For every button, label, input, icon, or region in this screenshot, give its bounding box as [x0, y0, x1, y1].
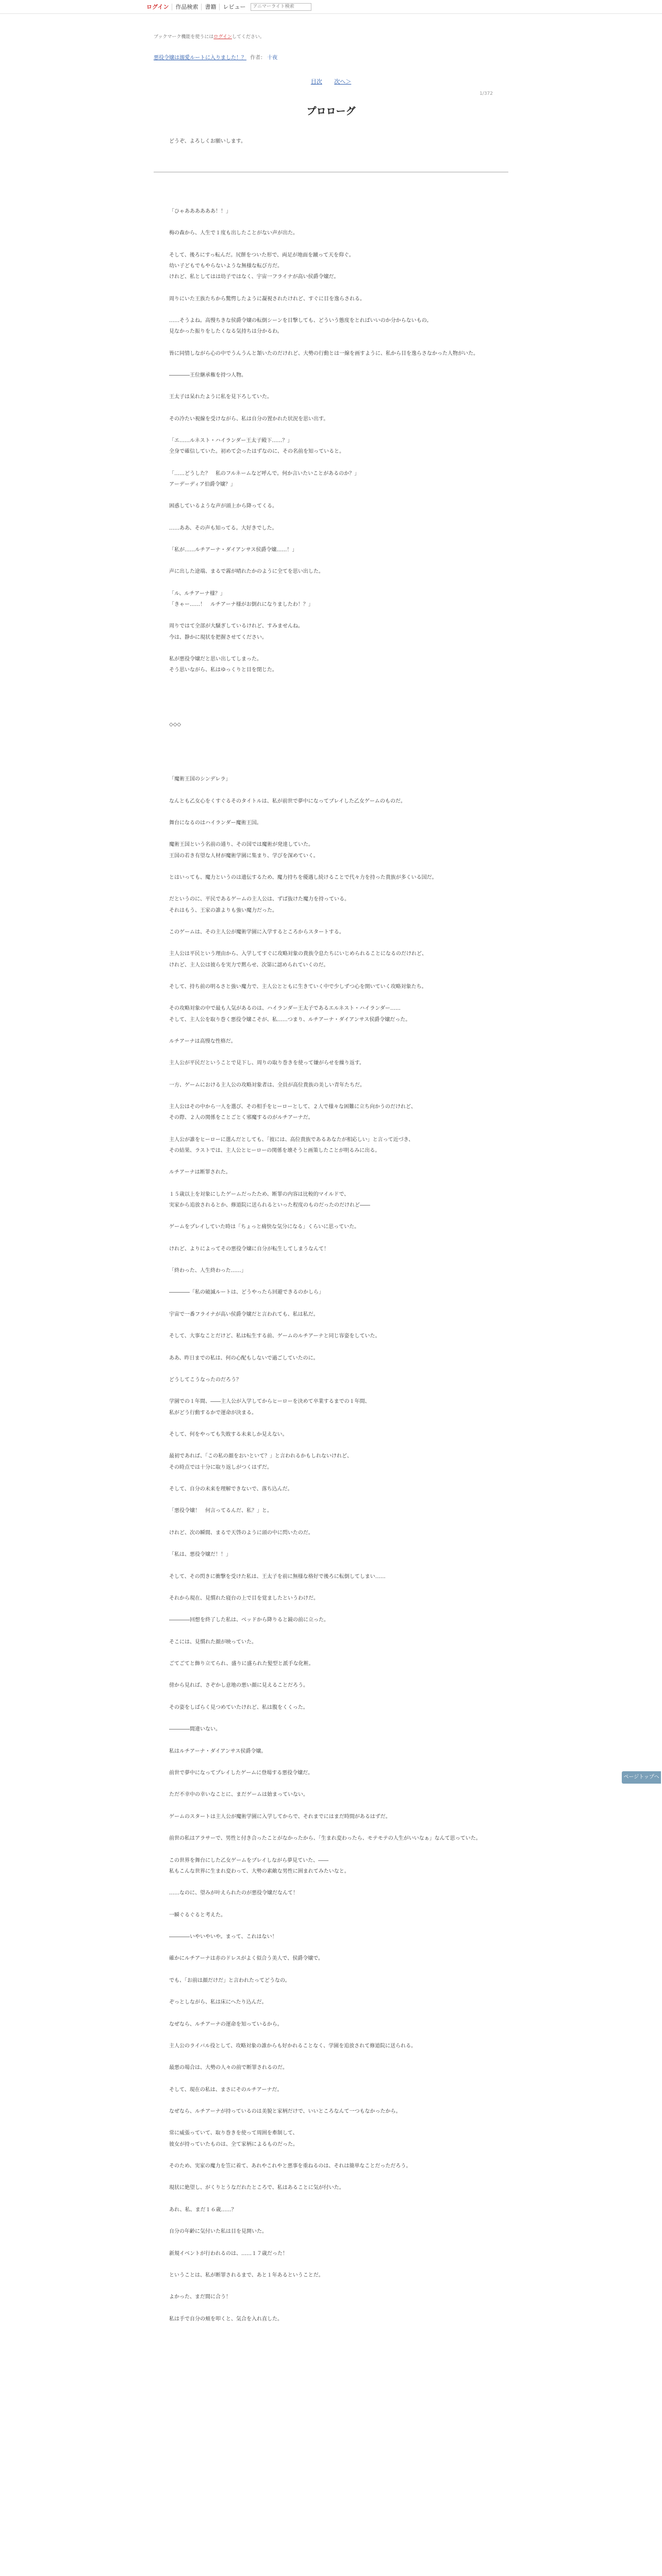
- body-paragraph: [169, 1560, 493, 1571]
- next-chapter-link[interactable]: 次へ＞: [334, 78, 352, 85]
- body-paragraph: あれ、私、まだ１６歳……？: [169, 2207, 237, 2213]
- body-paragraph: 最初であれば、「この私の顔をおいといて？」と言われるかもしれないけれど、: [169, 1453, 352, 1460]
- body-paragraph: ……なのに、望みが叶えられたのが悪役令嬢だなんて！: [169, 1890, 298, 1896]
- body-paragraph: [169, 1495, 493, 1505]
- body-paragraph: ……そうよね。高慢ちきな侯爵令嬢の転倒シーンを目撃しても、どういう態度をとればいいのか分からないもの。: [169, 317, 432, 324]
- body-paragraph: 確かにルチアーナは赤のドレスがよく似合う美人で、侯爵令嬢で。: [169, 1956, 323, 1962]
- body-paragraph: 主人公のライバル役として、攻略対象の誰からも好かれることなく、学園を追放されて修道院に送られる。: [169, 2043, 417, 2049]
- body-paragraph: [169, 1942, 493, 1953]
- body-paragraph: [169, 1276, 493, 1287]
- body-paragraph: 前世の私はアラサーで、男性と付き合ったことがなかったから、「生まれ変わったら、モテモテの人生がいいなぁ」なんて思っていた。: [169, 1836, 481, 1842]
- login-notice-suffix: してください。: [231, 35, 264, 40]
- body-paragraph: [169, 1877, 493, 1888]
- body-paragraph: ルチアーナは断罪された。: [169, 1170, 231, 1176]
- body-paragraph: [169, 992, 493, 1003]
- body-paragraph: この世界を舞台にした乙女ゲームをプレイしながら夢見ていた、――: [169, 1857, 329, 1863]
- body-paragraph: [169, 1648, 493, 1658]
- body-paragraph: 彼女が持っていたものは、全て家柄によるものだった。: [169, 2141, 298, 2147]
- body-paragraph: [169, 1691, 493, 1702]
- body-paragraph: 周りではて全部が大騒ぎしているけれど、すみませんね。: [169, 623, 303, 630]
- body-paragraph: よかった、まだ間に合う！: [169, 2294, 231, 2300]
- body-paragraph: 「私は、悪役令嬢だ！！」: [169, 1552, 231, 1558]
- body-paragraph: [169, 534, 493, 545]
- body-paragraph: ◇◇◇: [169, 722, 181, 728]
- body-paragraph: その攻略対象の中で最も人気があるのは、ハイランダー王太子であるエルネスト・ハイランダー……: [169, 1006, 401, 1012]
- body-paragraph: [169, 457, 493, 468]
- body-paragraph: その姿をしばらく見つめていたけれど、私は腹をくくった。: [169, 1704, 308, 1710]
- preface-divider: [154, 172, 508, 173]
- body-paragraph: そして、現在の私は、まさにそのルチアーナだ。: [169, 2087, 283, 2093]
- body-paragraph: [169, 2074, 493, 2084]
- body-paragraph: [169, 381, 493, 392]
- body-paragraph: そして、後ろにすっ転んだ。尻餅をついた形で、両足が地面を蹴って天を仰ぐ。: [169, 252, 354, 258]
- body-paragraph: 「魔術王国のシンデレラ」: [169, 776, 231, 783]
- body-paragraph: 主人公はその中から一人を選び、その相手をヒーローとして、２人で様々な困難に立ち向かうのだけれど、: [169, 1104, 416, 1110]
- body-paragraph: [169, 2030, 493, 2041]
- body-paragraph: １５歳以上を対象にしたゲームだったため、断罪の内容は比較的マイルドで、: [169, 1191, 350, 1197]
- body-paragraph: 王国の若き有望な人材が魔術学園に集まり、学びを深めていく。: [169, 853, 319, 859]
- author-label: 作者：: [250, 55, 266, 61]
- body-paragraph: 一方、ゲームにおける主人公の攻略対象者は、全員が高位貴族の美しい青年たちだ。: [169, 1082, 365, 1088]
- page-top-button[interactable]: ページトップへ: [622, 1771, 661, 1784]
- body-paragraph: [169, 971, 493, 981]
- body-paragraph: ぞっとしながら、私は床にへたり込んだ。: [169, 1999, 267, 2006]
- login-link[interactable]: ログイン: [146, 4, 172, 10]
- body-paragraph: 「終わった、人生終わった……」: [169, 1268, 246, 1274]
- body-paragraph: [169, 1211, 493, 1222]
- body-paragraph: 「悪役令嬢！ 何言ってるんだ、私？」と。: [169, 1508, 272, 1514]
- body-paragraph: 見なかった振りをしたくなる気持ちは分かるわ。: [169, 329, 283, 335]
- body-paragraph: [169, 1757, 493, 1768]
- body-paragraph: 私は手で自分の頬を叩くと、気合を入れ直した。: [169, 2316, 283, 2322]
- body-paragraph: [169, 2008, 493, 2019]
- body-paragraph: 私が悪役令嬢だと思い出してしまった。: [169, 656, 262, 663]
- body-paragraph: [169, 1625, 493, 1636]
- body-paragraph: だというのに、平民であるゲームの主人公は、ずば抜けた魔力を持っている。: [169, 896, 350, 903]
- body-paragraph: [169, 304, 493, 315]
- body-paragraph: ルチアーナは高慢な性格だ。: [169, 1038, 236, 1044]
- body-paragraph: 王太子は呆れたように私を見下ろしていた。: [169, 394, 272, 400]
- nav-item-search[interactable]: 作品検索: [172, 4, 202, 10]
- nav-item-reviews[interactable]: レビュー: [223, 3, 246, 10]
- body-paragraph: 「きゃー……！ ルチアーナ様がお倒れになりましたわ！？」: [169, 602, 313, 608]
- site-search-input[interactable]: [251, 3, 311, 11]
- body-paragraph: [169, 1473, 493, 1484]
- body-paragraph: 新規イベントが行われるのは、……１７歳だった！: [169, 2250, 288, 2257]
- body-paragraph: [169, 1778, 493, 1789]
- body-paragraph: [169, 610, 493, 621]
- body-paragraph: そして、持ち前の明るさと強い魔力で、主人公とともに生きていく中で少しずつ心を開いていく攻略対象たち。: [169, 984, 427, 990]
- body-paragraph: [169, 698, 493, 708]
- body-paragraph: ――――「私の破滅ルートは、どうやったら回避できるのかしら」: [169, 1290, 324, 1296]
- body-paragraph: [169, 2052, 493, 2062]
- body-paragraph: 声に出した途端、まるで霧が晴れたかのように全てを思い出した。: [169, 569, 324, 575]
- body-paragraph: [169, 359, 493, 370]
- body-paragraph: [169, 883, 493, 894]
- body-paragraph: その冷たい視線を受けながら、私は自分の置かれた状況を思い出す。: [169, 416, 329, 422]
- body-paragraph: ――――間違いない。: [169, 1726, 221, 1733]
- body-paragraph: [169, 741, 493, 752]
- body-paragraph: 梅の森から、人生で１度も出したことがない声が出た。: [169, 230, 298, 236]
- body-paragraph: 実家から追放されるとか、修道院に送られるといった程度のものだったのだけれど――: [169, 1202, 370, 1208]
- body-paragraph: [169, 1385, 493, 1396]
- body-paragraph: [169, 217, 493, 228]
- body-paragraph: ということは、私が断罪されるまで、あと１年あるということだ。: [169, 2273, 324, 2279]
- body-paragraph: ああ、昨日までの私は、何の心配もしないで過ごしていたのに。: [169, 1355, 319, 1361]
- body-paragraph: ごてごてと飾り立てられ、盛りに盛られた髪型と派手な化粧。: [169, 1661, 314, 1667]
- body-paragraph: [169, 2150, 493, 2161]
- body-paragraph: ――――回想を終了した私は、ベッドから降りると鏡の前に立った。: [169, 1617, 329, 1623]
- body-paragraph: 皆に同情しながら心の中でうんうんと頷いたのだけれど、大勢の行動とは一線を画すように、私から目を逸らさなかった人物がいた。: [169, 350, 478, 357]
- body-paragraph: 最悪の場合は、大勢の人々の前で断罪されるのだ。: [169, 2065, 288, 2071]
- body-paragraph: 「私が……ルチアーナ・ダイアンサス侯爵令嬢……！」: [169, 547, 297, 553]
- login-notice-link[interactable]: ログイン: [213, 35, 232, 40]
- site-header: [0, 0, 662, 14]
- body-paragraph: [169, 1844, 493, 1855]
- body-paragraph: [169, 1517, 493, 1528]
- body-paragraph: [169, 938, 493, 948]
- body-paragraph: 「ひゃああああああ！！」: [169, 209, 231, 214]
- body-paragraph: [169, 1899, 493, 1909]
- body-paragraph: [169, 1320, 493, 1331]
- body-paragraph: [169, 2215, 493, 2226]
- body-paragraph: けれど、次の瞬間、まるで天啓のように頭の中に閃いたのだ。: [169, 1530, 313, 1536]
- body-paragraph: 私はルチアーナ・ダイアンサス侯爵令嬢。: [169, 1748, 267, 1754]
- body-paragraph: ゲームのスタートは主人公が魔術学園に入学してからで、それまでにはまだ時間があるはずだ。: [169, 1814, 391, 1820]
- chapter-body: [169, 206, 493, 2325]
- body-paragraph: とはいっても、魔力というのは遺伝するため、魔力持ちを優遇し続けることで代々力を持った貴族が多くいる国だ。: [169, 874, 437, 880]
- body-paragraph: 魔術王国という名前の通り、その国では魔術が発達していた。: [169, 842, 313, 848]
- body-paragraph: 主人公が誰をヒーローに選んだとしても、「彼には、高位貴族であるあなたが相応しい」と言って近づき、: [169, 1137, 414, 1143]
- body-paragraph: [169, 2194, 493, 2205]
- body-paragraph: そして、大事なことだけど、私は転生する前、ゲームのルチアーナと同じ容姿をしていた。: [169, 1333, 380, 1340]
- body-paragraph: [169, 512, 493, 523]
- body-paragraph: 「ル、ルチアーナ様？」: [169, 590, 225, 597]
- body-paragraph: [169, 1069, 493, 1079]
- body-paragraph: [169, 687, 493, 698]
- login-notice-prefix: ブックマーク機能を使うには: [154, 35, 214, 40]
- body-paragraph: 常に威張っていて、取り巻きを使って周囲を牽制して、: [169, 2130, 298, 2137]
- body-paragraph: [169, 1255, 493, 1265]
- body-paragraph: [169, 578, 493, 588]
- bookmark-login-notice: [154, 33, 264, 40]
- body-paragraph: けれど、主人公は彼らを実力で黙らせ、次第に認められていくのだ。: [169, 962, 329, 968]
- body-paragraph: [169, 708, 493, 719]
- body-paragraph: 主人公が平民だということで見下し、周りの取り巻きを使って嫌がらせを繰り返す。: [169, 1060, 365, 1066]
- body-paragraph: どうしてこうなったのだろう？: [169, 1377, 241, 1383]
- body-paragraph: [169, 1418, 493, 1429]
- body-paragraph: [169, 1156, 493, 1167]
- body-paragraph: [169, 828, 493, 839]
- body-paragraph: [169, 1964, 493, 1975]
- body-paragraph: [169, 2281, 493, 2292]
- body-paragraph: 舞台になるのはハイランダー魔術王国。: [169, 820, 262, 826]
- body-paragraph: [169, 1986, 493, 1997]
- body-paragraph: [169, 1669, 493, 1680]
- body-paragraph: [169, 916, 493, 927]
- body-paragraph: 学園での１年間、――主人公が入学してからヒーローを決めて卒業するまでの１年間、: [169, 1399, 370, 1405]
- chapter-title: プロローグ: [306, 106, 356, 117]
- body-paragraph: そう思いながら、私はゆっくりと目を閉じた。: [169, 667, 277, 673]
- body-paragraph: [169, 1604, 493, 1615]
- body-paragraph: ただ不幸中の幸いなことに、まだゲームは始まっていない。: [169, 1792, 308, 1798]
- body-paragraph: [169, 1298, 493, 1309]
- author-link[interactable]: 十夜: [267, 55, 278, 61]
- body-paragraph: [169, 337, 493, 348]
- body-paragraph: [169, 1091, 493, 1101]
- body-paragraph: ゲームをプレイしていた時は「ちょっと痛快な気分になる」くらいに思っていた。: [169, 1224, 360, 1230]
- body-paragraph: [169, 763, 493, 774]
- body-paragraph: [169, 643, 493, 654]
- body-paragraph: [169, 1232, 493, 1243]
- body-paragraph: そして、何をやっても失敗する未来しか見えない。: [169, 1431, 288, 1437]
- body-paragraph: [169, 239, 493, 250]
- body-paragraph: [169, 1123, 493, 1134]
- body-paragraph: そして、その閃きに衝撃を受けた私は、王太子を前に無様な格好で後ろに転倒してしまい……: [169, 1573, 386, 1580]
- chapter-nav: [0, 77, 662, 86]
- body-paragraph: なぜなら、ルチアーナの運命を知っているから。: [169, 2021, 283, 2027]
- body-paragraph: でも、「お前は顔だけだ」と言われたってどうなの。: [169, 1977, 290, 1984]
- body-paragraph: なぜなら、ルチアーナが持っているのは美貌と家柄だけで、いいところなんて一つもなかったから。: [169, 2109, 401, 2115]
- body-paragraph: 宇宙で一番フライナが高い侯爵令嬢だと言われても、私は私だ。: [169, 1311, 319, 1317]
- body-paragraph: [169, 1047, 493, 1058]
- body-paragraph: 全身で確信していた。初めて会ったはずなのに、その名前を知っていると。: [169, 449, 344, 455]
- body-paragraph: [169, 2172, 493, 2182]
- body-paragraph: [169, 1364, 493, 1375]
- body-paragraph: その際、２人の関係をことごとく邪魔するのがルチアーナだ。: [169, 1115, 313, 1121]
- body-paragraph: 今は、静かに現状を把握させてください。: [169, 634, 267, 640]
- body-paragraph: けれど、よりによってその悪役令嬢に自分が転生してしまうなんて！: [169, 1246, 329, 1252]
- body-paragraph: そのため、実家の魔力を笠に着て、あれやこれやと悪事を重ねるのは、それは簡単なことだっただろう。: [169, 2163, 411, 2170]
- body-paragraph: ……ああ、その声も知ってる。大好きでした。: [169, 525, 277, 531]
- body-paragraph: 私がどう行動するかで運命が決まる。: [169, 1410, 257, 1416]
- nav-item-books[interactable]: 書籍: [202, 4, 220, 10]
- body-paragraph: [169, 675, 493, 686]
- body-paragraph: ――――いやいやいや。まって、これはない！: [169, 1934, 277, 1940]
- body-paragraph: そして、主人公を取り巻く悪役令嬢こそが、私……つまり、ルチアーナ・ダイアンサス侯爵令嬢だった。: [169, 1016, 411, 1023]
- body-paragraph: [169, 282, 493, 293]
- body-paragraph: [169, 1440, 493, 1451]
- body-paragraph: [169, 403, 493, 414]
- body-paragraph: 私もこんな世界に生まれ変わって、大勢の素敵な男性に囲まれてみたいなと。: [169, 1868, 350, 1874]
- body-paragraph: 傍から見れば、さぞかし意地の悪い顔に見えることだろう。: [169, 1683, 308, 1689]
- body-paragraph: [169, 861, 493, 872]
- body-paragraph: [169, 1735, 493, 1745]
- body-paragraph: 「エ……ルネスト・ハイランダー王太子殿下……？」: [169, 438, 293, 444]
- body-paragraph: 困惑しているような声が頭上から降ってくる。: [169, 503, 277, 510]
- body-paragraph: [169, 2237, 493, 2248]
- episode-counter: 1/372: [479, 91, 493, 96]
- body-paragraph: 幼い子どもでもやらないような無様な転び方だ。: [169, 263, 283, 269]
- body-paragraph: [169, 2095, 493, 2106]
- toc-link[interactable]: 目次: [310, 78, 322, 85]
- body-paragraph: けれど、私としてはは幼子ではなく、宇宙一フライナが高い侯爵令嬢だ。: [169, 274, 339, 280]
- body-paragraph: ――――王位継承権を持つ人物。: [169, 372, 246, 378]
- body-paragraph: 「……どうした？ 私のフルネームなど呼んで。何か言いたいことがあるのか？」: [169, 470, 360, 477]
- body-paragraph: それから現在、見慣れた寝台の上で目を覚ましたというわけだ。: [169, 1595, 319, 1601]
- body-paragraph: [169, 1921, 493, 1931]
- chapter-preface: どうぞ、よろしくお願いします。: [169, 139, 246, 144]
- body-paragraph: そして、自分の未来を理解できないで、落ち込んだ。: [169, 1486, 293, 1492]
- novel-info: [154, 53, 277, 61]
- body-paragraph: [169, 730, 493, 741]
- body-paragraph: [169, 2303, 493, 2314]
- body-paragraph: その時点では十分に取り返しがつくはずだ。: [169, 1464, 272, 1470]
- body-paragraph: [169, 490, 493, 501]
- body-paragraph: [169, 1822, 493, 1833]
- body-paragraph: このゲームは、その主人公が魔術学園に入学するところからスタートする。: [169, 929, 344, 935]
- body-paragraph: なんとも乙女心をくすぐるそのタイトルは、私が前世で夢中になってプレイした乙女ゲームのものだ。: [169, 798, 406, 804]
- body-paragraph: [169, 2259, 493, 2270]
- body-paragraph: 自分の年齢に気付いた私は目を見開いた。: [169, 2229, 267, 2235]
- body-paragraph: [169, 752, 493, 763]
- body-paragraph: [169, 1178, 493, 1189]
- body-paragraph: [169, 1582, 493, 1593]
- body-paragraph: 周りにいた王族たちから驚愕したように凝視されたけれど、すぐに目を逸らされる。: [169, 296, 365, 302]
- body-paragraph: 一瞬ぐるぐると考えた。: [169, 1912, 226, 1918]
- body-paragraph: 主人公は平民という理由から、入学してすぐに攻略対象の貴族令息たちにいじめられることになるのだけれど、: [169, 951, 427, 957]
- body-paragraph: アーデーディア伯爵令嬢？」: [169, 481, 236, 487]
- body-paragraph: 前世で夢中になってプレイしたゲームに登場する悪役令嬢だ。: [169, 1770, 313, 1776]
- body-paragraph: [169, 807, 493, 818]
- body-paragraph: [169, 2117, 493, 2128]
- body-paragraph: [169, 1713, 493, 1724]
- body-paragraph: [169, 1801, 493, 1811]
- body-paragraph: それはもう、王家の誰よりも強い魔力だった。: [169, 907, 277, 913]
- body-paragraph: 現状に絶望し、がくりとうなだれたところで、私はあることに気が付いた。: [169, 2185, 344, 2191]
- body-paragraph: [169, 1342, 493, 1352]
- body-paragraph: そこには、見慣れた顔が映っていた。: [169, 1639, 257, 1645]
- body-paragraph: [169, 555, 493, 566]
- body-paragraph: [169, 785, 493, 795]
- body-paragraph: その結果、ラストでは、主人公とヒーローの関係を壊そうと画策したことが明るみに出る。: [169, 1147, 380, 1154]
- body-paragraph: [169, 1538, 493, 1549]
- body-paragraph: [169, 1025, 493, 1036]
- novel-title-link[interactable]: 悪役令嬢は溺愛ルートに入りました！？: [154, 55, 246, 61]
- body-paragraph: [169, 425, 493, 435]
- header-nav: [146, 2, 311, 12]
